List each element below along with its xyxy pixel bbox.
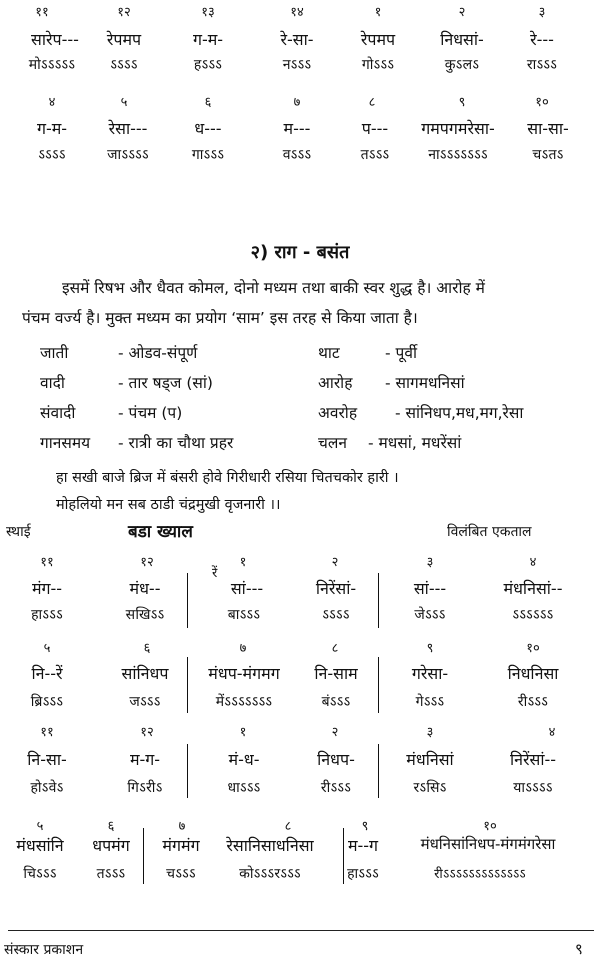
- swar-cell: रेपमप: [106, 30, 142, 49]
- intro-line-2: पंचम वर्ज्य है। मुक्त मध्यम का प्रयोग ‘साम’ इस तरह से किया जाता है।: [22, 309, 418, 327]
- beat-number: १४: [290, 5, 304, 20]
- bol-cell: रीऽऽऽ: [320, 780, 352, 796]
- bol-cell: याऽऽऽऽ: [513, 780, 553, 796]
- bol-cell: नाऽऽऽऽऽऽऽ: [428, 147, 488, 163]
- swar-cell: धपमंग: [92, 836, 130, 855]
- bol-cell: मोऽऽऽऽऽ: [28, 57, 76, 73]
- beat-number: ७: [239, 641, 247, 656]
- beat-number: १: [374, 5, 382, 20]
- beat-number: ७: [178, 819, 186, 834]
- swar-cell: मंध--: [129, 579, 161, 598]
- beat-number: ८: [284, 819, 292, 834]
- info-value: - पंचम (प): [118, 404, 183, 422]
- vibhag-bar: [378, 573, 379, 628]
- swar-cell: नि--रें: [31, 664, 63, 683]
- raga-title: २) राग - बसंत: [250, 242, 350, 263]
- beat-number: ८: [331, 641, 339, 656]
- bol-cell: गोऽऽऽ: [361, 57, 395, 73]
- lyric-line-2: मोहलियो मन सब ठाडी चंद्रमुखी वृजनारी ।।: [56, 497, 281, 513]
- swar-cell: नि-सा-: [27, 750, 67, 769]
- bol-cell: राऽऽऽ: [526, 57, 558, 73]
- info-label: अवरोह: [318, 404, 358, 422]
- swar-cell: नि-साम: [314, 664, 358, 683]
- bol-cell: तऽऽऽ: [360, 147, 390, 163]
- swar-cell: ग-म-: [192, 30, 224, 49]
- info-value: - मधसां, मधरेंसां: [368, 434, 462, 452]
- bol-cell: बाऽऽऽ: [227, 607, 261, 623]
- vibhag-bar: [187, 573, 188, 628]
- bol-cell: मेंऽऽऽऽऽऽऽ: [215, 694, 273, 710]
- bol-cell: कुऽलऽ: [444, 57, 480, 73]
- swar-cell: सां---: [413, 579, 447, 598]
- beat-number: ५: [36, 819, 44, 834]
- bol-cell: जऽऽऽ: [129, 694, 161, 710]
- beat-number: ३: [538, 5, 546, 20]
- taal-label: विलंबित एकताल: [447, 524, 532, 540]
- beat-number: ४: [529, 555, 537, 570]
- swar-cell: मंगमंग: [162, 836, 200, 855]
- beat-number: ३: [426, 555, 434, 570]
- beat-number: १२: [140, 555, 154, 570]
- swar-cell: रे---: [530, 30, 554, 49]
- bol-cell: गेऽऽऽ: [415, 694, 445, 710]
- info-value: - ओडव-संपूर्ण: [118, 344, 198, 362]
- swar-cell: मंधनिसांनिधप-मंगमंगरेसा: [420, 835, 556, 853]
- bol-cell: रीऽऽऽऽऽऽऽऽऽऽऽऽऽ: [434, 867, 526, 882]
- swar-cell: रेसानिसाधनिसा: [226, 836, 314, 855]
- beat-number: २: [331, 725, 339, 740]
- vibhag-bar: [378, 744, 379, 798]
- beat-number: ११: [35, 5, 49, 20]
- bol-cell: ऽऽऽऽऽऽ: [512, 607, 554, 623]
- swar-cell: निधनिसा: [507, 664, 559, 683]
- swar-cell: गरेसा-: [411, 664, 449, 683]
- bol-cell: जेऽऽऽ: [414, 607, 446, 623]
- swar-cell: म---: [283, 119, 311, 138]
- beat-number: १३: [201, 5, 215, 20]
- beat-number: ५: [43, 641, 51, 656]
- beat-number: ५: [120, 95, 128, 110]
- swar-cell: म--ग: [347, 836, 379, 855]
- swar-cell: मंधनिसां--: [503, 579, 563, 598]
- info-label: गानसमय: [40, 434, 91, 452]
- swar-cell: सारेप---: [31, 30, 79, 49]
- swar-cell: निधसां-: [440, 30, 484, 49]
- bol-cell: सखिऽऽ: [125, 607, 165, 623]
- vibhag-bar: [187, 744, 188, 798]
- beat-number: ६: [107, 819, 115, 834]
- bol-cell: गाऽऽऽ: [191, 147, 225, 163]
- swar-cell: मंधसांनि: [16, 836, 64, 855]
- bol-cell: रऽसिऽ: [413, 780, 447, 796]
- publisher-name: संस्कार प्रकाशन: [4, 942, 84, 958]
- swar-cell: प---: [361, 119, 389, 138]
- swar-cell: सा-सा-: [527, 119, 569, 138]
- beat-number: ११: [40, 555, 54, 570]
- bol-cell: धाऽऽऽ: [227, 780, 261, 796]
- swar-cell: ग-म-: [36, 119, 68, 138]
- swar-cell: मंधनिसां: [406, 750, 454, 769]
- beat-number: ६: [143, 641, 151, 656]
- beat-number: १०: [526, 641, 540, 656]
- swar-cell: निरेंसां--: [509, 750, 557, 769]
- info-value: - पूर्वी: [385, 344, 417, 362]
- bol-cell: हाऽऽऽ: [31, 607, 63, 623]
- beat-number: ९: [458, 95, 466, 110]
- vibhag-bar: [378, 657, 379, 713]
- beat-number: १०: [483, 819, 497, 834]
- beat-number: ८: [368, 95, 376, 110]
- vibhag-bar: [343, 828, 344, 884]
- info-label: वादी: [40, 374, 65, 392]
- swar-cell: सांनिधप: [121, 664, 169, 683]
- swar-cell: रे-सा-: [280, 30, 314, 49]
- swar-cell: म-ग-: [129, 750, 161, 769]
- swar-cell: ध---: [194, 119, 222, 138]
- swar-cell: सां---: [230, 579, 264, 598]
- bol-cell: ऽऽऽऽ: [322, 607, 350, 623]
- bol-cell: ऽऽऽऽ: [38, 147, 66, 163]
- info-label: थाट: [318, 344, 340, 362]
- beat-number: ४: [48, 95, 56, 110]
- beat-number: १: [239, 555, 247, 570]
- bol-cell: बंऽऽऽ: [321, 694, 351, 710]
- intro-line-1: इसमें रिषभ और धैवत कोमल, दोनो मध्यम तथा बाकी स्वर शुद्ध है। आरोह में: [62, 279, 485, 297]
- vibhag-bar: [187, 657, 188, 713]
- beat-number: ११: [40, 725, 54, 740]
- beat-number: २: [331, 555, 339, 570]
- swar-cell: मंधप-मंगमग: [208, 664, 280, 683]
- bol-cell: गिऽरीऽ: [127, 780, 163, 796]
- page-number: ९: [575, 940, 583, 958]
- beat-number: १२: [140, 725, 154, 740]
- swar-cell: मं-ध-: [228, 750, 260, 769]
- swar-cell: गमपगमरेसा-: [421, 119, 495, 138]
- swar-cell: रेपमप: [360, 30, 396, 49]
- swar-cell: रेसा---: [108, 119, 148, 138]
- beat-number: १०: [535, 95, 549, 110]
- info-label: जाती: [40, 344, 69, 362]
- beat-number: ३: [426, 725, 434, 740]
- beat-number: ९: [361, 819, 369, 834]
- beat-number: १: [239, 725, 247, 740]
- beat-number: २: [458, 5, 466, 20]
- info-value: - सागमधनिसां: [385, 374, 465, 392]
- bol-cell: ऽऽऽऽ: [110, 57, 138, 73]
- bol-cell: जाऽऽऽऽ: [107, 147, 149, 163]
- grace-note: रें: [212, 566, 218, 581]
- info-value: - रात्री का चौथा प्रहर: [118, 434, 234, 452]
- bol-cell: हाऽऽऽ: [347, 866, 379, 882]
- vibhag-bar: [143, 828, 144, 884]
- beat-number: ७: [293, 95, 301, 110]
- bol-cell: होऽवेऽ: [30, 780, 64, 796]
- bol-cell: चिऽऽऽ: [23, 866, 57, 882]
- bol-cell: चऽऽऽ: [166, 866, 196, 882]
- bol-cell: चऽतऽ: [532, 147, 564, 163]
- bol-cell: नऽऽऽ: [282, 57, 312, 73]
- swar-cell: मंग--: [31, 579, 63, 598]
- info-label: संवादी: [40, 404, 76, 422]
- bol-cell: रीऽऽऽ: [517, 694, 549, 710]
- beat-number: ४: [548, 725, 556, 740]
- info-value: - सांनिधप,मध,मग,रेसा: [395, 404, 524, 422]
- beat-number: ९: [426, 641, 434, 656]
- swar-cell: निरेंसां-: [315, 579, 357, 598]
- footer-rule: [8, 930, 594, 931]
- lyric-line-1: हा सखी बाजे ब्रिज में बंसरी होवे गिरीधारी रसिया चितचकोर हारी ।: [56, 470, 399, 486]
- bol-cell: वऽऽऽ: [282, 147, 312, 163]
- bol-cell: ब्रिऽऽऽ: [30, 694, 64, 710]
- info-label: आरोह: [318, 374, 353, 392]
- bol-cell: तऽऽऽ: [96, 866, 126, 882]
- bada-khyal-heading: बडा ख्याल: [128, 522, 193, 542]
- info-label: चलन: [318, 434, 347, 452]
- sthai-label: स्थाई: [6, 524, 31, 540]
- info-value: - तार षड्ज (सां): [118, 374, 213, 392]
- beat-number: ६: [204, 95, 212, 110]
- beat-number: १२: [117, 5, 131, 20]
- bol-cell: हऽऽऽ: [193, 57, 223, 73]
- bol-cell: कोऽऽऽरऽऽऽ: [239, 866, 301, 882]
- swar-cell: निधप-: [317, 750, 355, 769]
